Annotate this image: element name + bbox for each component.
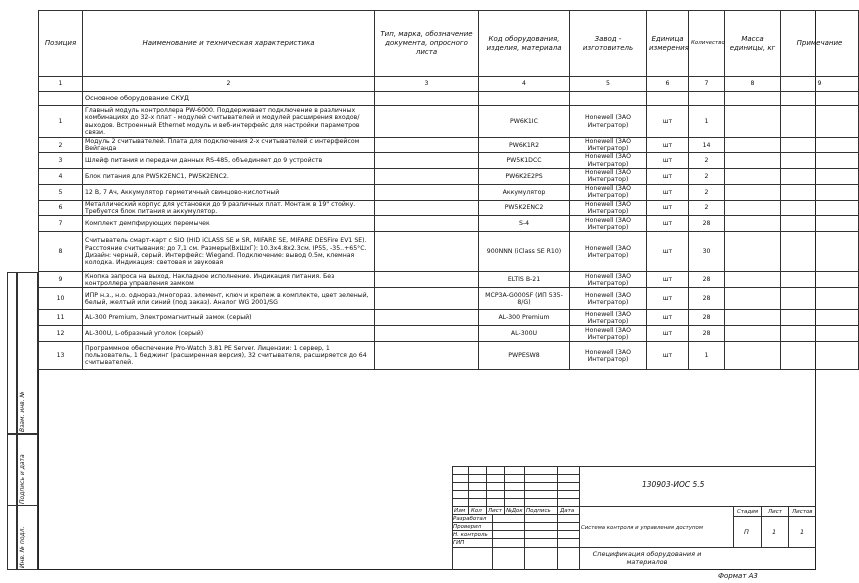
header-qty: Количество (689, 11, 725, 77)
cell-name: AL-300U, L-образный уголок (серый) (83, 326, 375, 342)
header-mass: Масса единицы, кг (725, 11, 781, 77)
header-maker: Завод - изготовитель (570, 11, 647, 77)
cell-maker: Honewell (ЗАО Интегратор) (570, 342, 647, 370)
table-row (39, 200, 859, 215)
replacement-inventory-label: Взам. инв. № (19, 391, 26, 432)
cell-position: 8 (39, 232, 83, 272)
cell-unit: шт (647, 138, 689, 153)
cell-note (781, 168, 859, 184)
cell-qty: 28 (689, 326, 725, 342)
document-code: 130903-ИОС 5.5 (642, 480, 705, 489)
cell-name: Комплект демпфирующих перемычек (83, 216, 375, 232)
cell-type (375, 153, 479, 168)
cell-mass (725, 272, 781, 288)
cell-unit: шт (647, 342, 689, 370)
cell-type (375, 342, 479, 370)
column-number: 7 (689, 77, 725, 92)
cell-name: 12 В, 7 Ач, Аккумулятор герметичный свинцово-кислотный (83, 184, 375, 200)
stamp-role-norm-control: Н. контроль (453, 532, 488, 538)
cell-maker: Honewell (ЗАО Интегратор) (570, 326, 647, 342)
header-note: Примечание (781, 11, 859, 77)
cell-name: Кнопка запроса на выход. Накладное исполнение. Индикация питания. Без контроллера управления замком (83, 272, 375, 288)
cell-position: 2 (39, 138, 83, 153)
section-row (39, 92, 859, 106)
table-row (39, 138, 859, 153)
cell-note (781, 138, 859, 153)
cell-code: PW5K2ENC2 (479, 200, 570, 215)
column-number: 8 (725, 77, 781, 92)
cell-mass (725, 106, 781, 138)
table-row (39, 153, 859, 168)
cell-qty: 28 (689, 272, 725, 288)
cell-note (781, 200, 859, 215)
cell-unit: шт (647, 310, 689, 326)
header-code: Код оборудования, изделия, материала (479, 11, 570, 77)
cell-position: 9 (39, 272, 83, 288)
stamp-col-count: Кол (471, 508, 482, 514)
cell-name: ИПР н.з., н.о. однораз./многораз. элемент, ключ и крепеж в комплекте, цвет зеленый, белый, желтый или синий (под заказ). Аналог WG 2001/SG (83, 288, 375, 310)
table-row (39, 288, 859, 310)
table-row (39, 326, 859, 342)
column-number: 1 (39, 77, 83, 92)
cell-mass (725, 153, 781, 168)
column-number: 9 (781, 77, 859, 92)
cell-unit: шт (647, 200, 689, 215)
cell-unit: шт (647, 184, 689, 200)
sheet-label: Лист (768, 509, 782, 515)
cell-position: 6 (39, 200, 83, 215)
cell-type (375, 326, 479, 342)
cell-qty: 28 (689, 216, 725, 232)
cell-code: MCP3A-G000SF (ИП 535-8/G) (479, 288, 570, 310)
cell-qty: 14 (689, 138, 725, 153)
cell-code: PWPESW8 (479, 342, 570, 370)
header-position: Позиция (39, 11, 83, 77)
specification-table (38, 10, 859, 370)
cell-note (781, 272, 859, 288)
cell-maker: Honewell (ЗАО Интегратор) (570, 272, 647, 288)
sheet-value: 1 (772, 528, 777, 536)
cell-position: 12 (39, 326, 83, 342)
cell-name: Модуль 2 считывателей. Плата для подключения 2-х считывателей с интерфейсом Вейганда (83, 138, 375, 153)
cell-note (781, 342, 859, 370)
sheet-format: Формат А3 (718, 572, 758, 580)
cell-position: 13 (39, 342, 83, 370)
cell-maker: Honewell (ЗАО Интегратор) (570, 216, 647, 232)
cell-qty: 2 (689, 184, 725, 200)
cell-note (781, 184, 859, 200)
cell-type (375, 168, 479, 184)
cell-code: AL-300 Premium (479, 310, 570, 326)
cell-note (781, 106, 859, 138)
table-row (39, 272, 859, 288)
cell-type (375, 138, 479, 153)
cell-maker: Honewell (ЗАО Интегратор) (570, 232, 647, 272)
cell-unit: шт (647, 153, 689, 168)
table-row (39, 184, 859, 200)
side-stamp (7, 272, 38, 570)
stamp-role-chief-engineer: ГИП (453, 540, 465, 546)
cell-type (375, 184, 479, 200)
stamp-col-date: Дата (560, 508, 575, 514)
cell-mass (725, 216, 781, 232)
column-number: 2 (83, 77, 375, 92)
cell-code: PW6K2E2PS (479, 168, 570, 184)
cell-unit: шт (647, 216, 689, 232)
cell-qty: 2 (689, 168, 725, 184)
sheets-value: 1 (800, 528, 805, 536)
cell-unit: шт (647, 288, 689, 310)
cell-position: 7 (39, 216, 83, 232)
cell-code: PW6K1IC (479, 106, 570, 138)
cell-unit: шт (647, 106, 689, 138)
cell-maker: Honewell (ЗАО Интегратор) (570, 106, 647, 138)
cell-name: Блок питания для PW5K2ENC1, PW5K2ENC2. (83, 168, 375, 184)
cell-code: AL-300U (479, 326, 570, 342)
cell-position: 5 (39, 184, 83, 200)
column-number: 4 (479, 77, 570, 92)
cell-maker: Honewell (ЗАО Интегратор) (570, 168, 647, 184)
cell-maker: Honewell (ЗАО Интегратор) (570, 153, 647, 168)
header-name: Наименование и техническая характеристика (83, 11, 375, 77)
cell-name: Программное обеспечение Pro-Watch 3.81 PE Server. Лицензии: 1 сервер, 1 пользователь, 1 беджинг (расширенная версия), 32 считывателя, расширяется до 64 считывателей. (83, 342, 375, 370)
section-title: Основное оборудование СКУД (83, 92, 375, 106)
cell-mass (725, 326, 781, 342)
cell-position: 10 (39, 288, 83, 310)
table-row (39, 342, 859, 370)
title-block (452, 466, 816, 570)
cell-mass (725, 342, 781, 370)
system-name: Система контроля и управления доступом (581, 525, 703, 531)
cell-note (781, 153, 859, 168)
cell-code: PW6K1R2 (479, 138, 570, 153)
stage-label: Стадия (737, 509, 759, 515)
cell-mass (725, 310, 781, 326)
stage-value: П (744, 528, 749, 536)
cell-type (375, 272, 479, 288)
cell-qty: 28 (689, 310, 725, 326)
cell-qty: 2 (689, 153, 725, 168)
cell-name: Шлейф питания и передачи данных RS-485, объединяет до 9 устройств (83, 153, 375, 168)
cell-code: S-4 (479, 216, 570, 232)
cell-maker: Honewell (ЗАО Интегратор) (570, 310, 647, 326)
cell-code: ELTIS B-21 (479, 272, 570, 288)
signature-date-label: Подпись и дата (19, 454, 26, 504)
cell-note (781, 232, 859, 272)
table-row (39, 232, 859, 272)
column-number: 6 (647, 77, 689, 92)
cell-note (781, 216, 859, 232)
cell-unit: шт (647, 326, 689, 342)
cell-type (375, 106, 479, 138)
cell-mass (725, 200, 781, 215)
cell-type (375, 310, 479, 326)
cell-maker: Honewell (ЗАО Интегратор) (570, 138, 647, 153)
cell-name: AL-300 Premium, Электромагнитный замок (серый) (83, 310, 375, 326)
cell-unit: шт (647, 168, 689, 184)
cell-type (375, 200, 479, 215)
stamp-col-sheet: Лист (488, 508, 502, 514)
sheets-label: Листов (792, 509, 813, 515)
cell-note (781, 326, 859, 342)
cell-mass (725, 232, 781, 272)
cell-qty: 1 (689, 106, 725, 138)
cell-type (375, 288, 479, 310)
inventory-number-label: Инв. № подл. (19, 526, 26, 568)
cell-qty: 28 (689, 288, 725, 310)
stamp-role-developer: Разработал (453, 516, 487, 522)
cell-unit: шт (647, 272, 689, 288)
cell-maker: Honewell (ЗАО Интегратор) (570, 288, 647, 310)
cell-code: 900NNN (iClass SE R10) (479, 232, 570, 272)
column-number: 5 (570, 77, 647, 92)
header-unit: Единица измерения (647, 11, 689, 77)
cell-name: Считыватель смарт-карт с SIO (HID iCLASS SE и SR, MIFARE SE, MIFARE DESFire EV1 SE). Расстояние считывания: до 7,1 см. Размеры(ВхШхГ): 10.3х4.8х2.3см. IP55, -35..+65°С. Дизайн: черный, серый. Интерфейс: Wiegand. Подключение: вывод 0.5м, клемная колодка. Индикация: световая и звуковая (83, 232, 375, 272)
table-row (39, 310, 859, 326)
table-row (39, 106, 859, 138)
stamp-role-checker: Проверил (453, 524, 482, 530)
table-row (39, 168, 859, 184)
header-row (39, 11, 859, 77)
header-type: Тип, марка, обозначение документа, опросного листа (375, 11, 479, 77)
cell-position: 3 (39, 153, 83, 168)
cell-qty: 1 (689, 342, 725, 370)
stamp-col-doc: №Док (506, 508, 523, 514)
cell-qty: 2 (689, 200, 725, 215)
stamp-col-change: Изм (454, 508, 466, 514)
cell-note (781, 288, 859, 310)
table-row (39, 216, 859, 232)
cell-maker: Honewell (ЗАО Интегратор) (570, 184, 647, 200)
cell-mass (725, 288, 781, 310)
cell-mass (725, 138, 781, 153)
stamp-col-signature: Подпись (526, 508, 551, 514)
column-number-row (39, 77, 859, 92)
cell-type (375, 232, 479, 272)
cell-mass (725, 184, 781, 200)
column-number: 3 (375, 77, 479, 92)
cell-unit: шт (647, 232, 689, 272)
sheet-title: Спецификация оборудования и материалов (592, 550, 702, 566)
cell-name: Главный модуль контроллера PW-6000. Поддерживает подключение в различных комбинациях до 32-х плат - модулей считывателей и модулей расширения входов/выходов. Встроенный Ethernet модуль и веб-интерфейс для настройки параметров связи. (83, 106, 375, 138)
cell-mass (725, 168, 781, 184)
cell-position: 11 (39, 310, 83, 326)
cell-code: PW5K1DCC (479, 153, 570, 168)
cell-qty: 30 (689, 232, 725, 272)
cell-maker: Honewell (ЗАО Интегратор) (570, 200, 647, 215)
cell-code: Аккумулятор (479, 184, 570, 200)
cell-position: 1 (39, 106, 83, 138)
cell-note (781, 310, 859, 326)
cell-type (375, 216, 479, 232)
cell-position: 4 (39, 168, 83, 184)
cell-name: Металлический корпус для установки до 9 различных плат. Монтаж в 19" стойку. Требуется блок питания и аккумулятор. (83, 200, 375, 215)
